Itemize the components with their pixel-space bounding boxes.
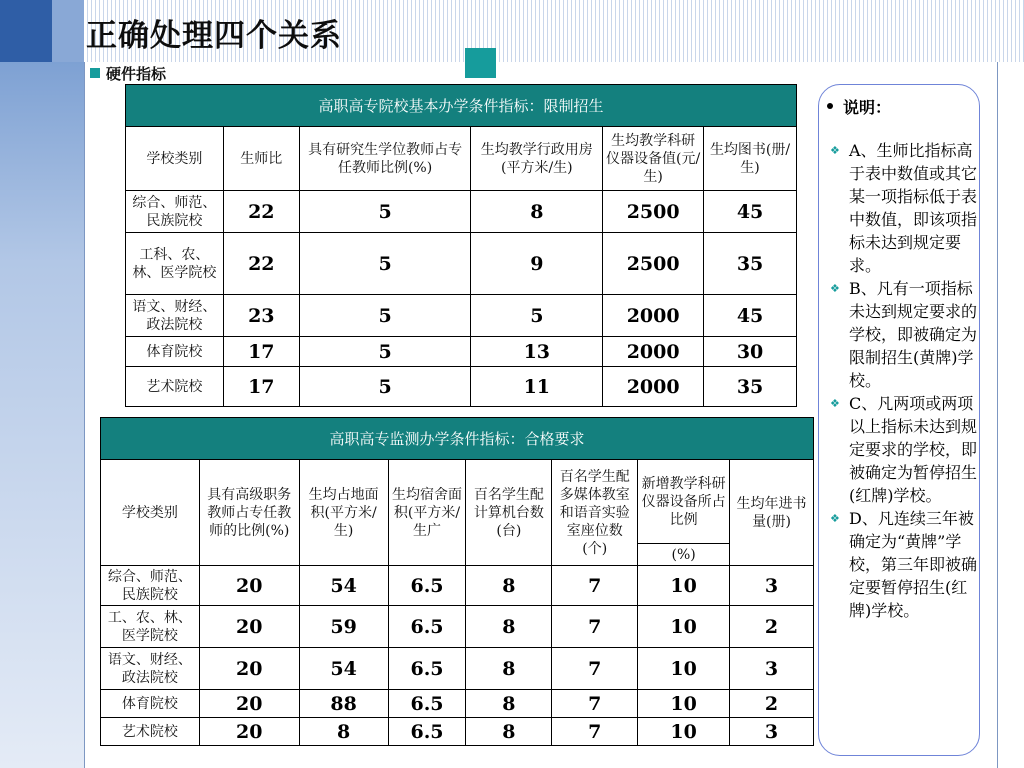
table1-header-cell: 生师比 [223, 127, 299, 191]
value-cell: 6.5 [388, 648, 466, 690]
table1-header-cell: 生均图书(册/生) [704, 127, 797, 191]
section-label [90, 63, 166, 84]
table-row [101, 606, 814, 648]
value-cell: 5 [299, 295, 471, 337]
value-cell: 88 [299, 690, 388, 718]
school-type-cell: 工科、农、林、医学院校 [126, 233, 224, 295]
value-cell: 8 [466, 690, 552, 718]
value-cell: 13 [471, 337, 603, 367]
school-type-cell: 语文、财经、政法院校 [126, 295, 224, 337]
note-item [827, 507, 977, 622]
table2-header-cell: 百名学生配计算机台数(台) [466, 460, 552, 566]
value-cell: 7 [552, 648, 638, 690]
table-row [101, 648, 814, 690]
value-cell: 7 [552, 606, 638, 648]
diamond-bullet-icon: ❖ [830, 512, 840, 525]
note-item [827, 277, 977, 392]
school-type-cell: 艺术院校 [126, 367, 224, 407]
table-row [101, 566, 814, 606]
table2-header-cell: 具有高级职务教师占专任教师的比例(%) [199, 460, 299, 566]
school-type-cell: 综合、师范、民族院校 [126, 191, 224, 233]
value-cell: 10 [638, 690, 730, 718]
school-type-cell: 综合、师范、民族院校 [101, 566, 200, 606]
table2-header-cell: 新增教学科研仪器设备所占比例 [638, 460, 730, 544]
value-cell: 54 [299, 566, 388, 606]
note-item-text: A、生师比指标高于表中数值或其它某一项指标低于表中数值，即该项指标未达到规定要求。 [849, 141, 978, 275]
diamond-bullet-icon: ❖ [830, 144, 840, 157]
value-cell: 22 [223, 233, 299, 295]
monitoring-conditions-table [100, 417, 814, 746]
value-cell: 45 [704, 295, 797, 337]
value-cell: 20 [199, 566, 299, 606]
value-cell: 30 [704, 337, 797, 367]
value-cell: 7 [552, 718, 638, 746]
value-cell: 17 [223, 367, 299, 407]
table-row [126, 295, 797, 337]
notes-list [827, 139, 977, 622]
diamond-bullet-icon: ❖ [830, 397, 840, 410]
left-gradient-panel [0, 62, 84, 768]
slide-title: 正确处理四个关系 [86, 18, 342, 54]
value-cell: 7 [552, 690, 638, 718]
table2-header-cell: 学校类别 [101, 460, 200, 566]
table-row [126, 367, 797, 407]
school-type-cell: 体育院校 [126, 337, 224, 367]
teal-square-decoration [465, 48, 496, 78]
value-cell: 10 [638, 718, 730, 746]
table1-header-cell: 生均教学行政用房(平方米/生) [471, 127, 603, 191]
value-cell: 5 [299, 191, 471, 233]
left-corner-block [0, 0, 52, 62]
value-cell: 7 [552, 566, 638, 606]
value-cell: 2500 [603, 233, 704, 295]
value-cell: 22 [223, 191, 299, 233]
value-cell: 5 [471, 295, 603, 337]
section-label-text: 硬件指标 [106, 65, 167, 83]
value-cell: 8 [466, 648, 552, 690]
table-row [101, 718, 814, 746]
value-cell: 20 [199, 648, 299, 690]
value-cell: 8 [466, 566, 552, 606]
table1-caption: 高职高专院校基本办学条件指标：限制招生 [126, 85, 797, 127]
value-cell: 20 [199, 690, 299, 718]
value-cell: 6.5 [388, 606, 466, 648]
value-cell: 2000 [603, 295, 704, 337]
diamond-bullet-icon: ❖ [830, 282, 840, 295]
value-cell: 10 [638, 606, 730, 648]
school-type-cell: 艺术院校 [101, 718, 200, 746]
value-cell: 23 [223, 295, 299, 337]
dot-bullet-icon [827, 103, 833, 109]
value-cell: 2000 [603, 337, 704, 367]
table-row [126, 233, 797, 295]
value-cell: 17 [223, 337, 299, 367]
value-cell: 10 [638, 566, 730, 606]
value-cell: 3 [730, 718, 814, 746]
table2-header-cell: 生均年进书量(册) [730, 460, 814, 566]
value-cell: 20 [199, 606, 299, 648]
table-row [101, 690, 814, 718]
note-item-text: D、凡连续三年被确定为“黄牌”学校，第三年即被确定要暂停招生(红牌)学校。 [849, 509, 978, 620]
value-cell: 9 [471, 233, 603, 295]
table2-header-cell: 生均占地面积(平方米/生) [299, 460, 388, 566]
value-cell: 20 [199, 718, 299, 746]
notes-box [818, 84, 980, 756]
value-cell: 11 [471, 367, 603, 407]
value-cell: 2500 [603, 191, 704, 233]
value-cell: 8 [471, 191, 603, 233]
table1-header-cell: 生均教学科研仪器设备值(元/生) [603, 127, 704, 191]
value-cell: 6.5 [388, 718, 466, 746]
value-cell: 5 [299, 337, 471, 367]
note-item-text: C、凡两项或两项以上指标未达到规定要求的学校，即被确定为暂停招生(红牌)学校。 [849, 394, 978, 505]
left-corner-block-light [52, 0, 84, 62]
school-type-cell: 工、农、林、医学院校 [101, 606, 200, 648]
square-bullet-icon [90, 68, 100, 78]
note-item [827, 392, 977, 507]
school-type-cell: 语文、财经、政法院校 [101, 648, 200, 690]
table2-subheader-cell: (%) [638, 544, 730, 566]
value-cell: 8 [466, 606, 552, 648]
table2-header-cell: 百名学生配多媒体教室和语音实验室座位数(个) [552, 460, 638, 566]
value-cell: 2 [730, 690, 814, 718]
table1-header-cell: 具有研究生学位教师占专任教师比例(%) [299, 127, 471, 191]
notes-title-text: 说明： [843, 98, 892, 117]
note-item [827, 139, 977, 277]
table1-header-cell: 学校类别 [126, 127, 224, 191]
value-cell: 3 [730, 648, 814, 690]
value-cell: 6.5 [388, 566, 466, 606]
value-cell: 59 [299, 606, 388, 648]
table2-caption: 高职高专监测办学条件指标：合格要求 [101, 418, 814, 460]
value-cell: 10 [638, 648, 730, 690]
table-row [126, 337, 797, 367]
table-row [126, 191, 797, 233]
value-cell: 3 [730, 566, 814, 606]
value-cell: 45 [704, 191, 797, 233]
basic-conditions-table [125, 84, 797, 407]
note-item-text: B、凡有一项指标未达到规定要求的学校，即被确定为限制招生(黄牌)学校。 [849, 279, 978, 390]
value-cell: 54 [299, 648, 388, 690]
value-cell: 6.5 [388, 690, 466, 718]
value-cell: 2000 [603, 367, 704, 407]
value-cell: 35 [704, 367, 797, 407]
table2-header-cell: 生均宿舍面积(平方米/生广 [388, 460, 466, 566]
value-cell: 2 [730, 606, 814, 648]
value-cell: 8 [466, 718, 552, 746]
school-type-cell: 体育院校 [101, 690, 200, 718]
value-cell: 5 [299, 233, 471, 295]
value-cell: 35 [704, 233, 797, 295]
value-cell: 8 [299, 718, 388, 746]
value-cell: 5 [299, 367, 471, 407]
notes-title [827, 95, 891, 118]
